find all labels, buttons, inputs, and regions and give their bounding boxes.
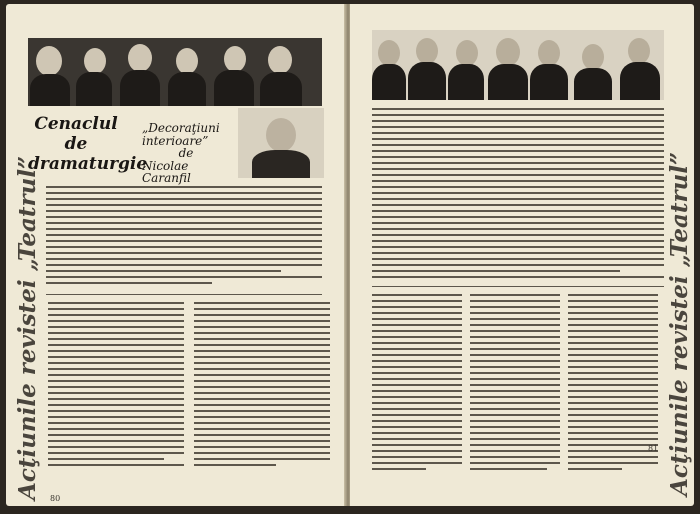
section-rule — [46, 294, 322, 295]
right-column-3 — [568, 294, 658, 474]
right-running-title: Acţiunile revistei „Teatrul” — [666, 151, 693, 496]
subtitle-line-4: Nicolae — [142, 158, 189, 173]
left-page-number: 80 — [50, 494, 61, 503]
article-title — [28, 114, 148, 174]
article-subtitle — [142, 122, 230, 185]
right-section-rule — [372, 286, 664, 287]
left-top-photo — [28, 38, 322, 106]
left-column-1 — [48, 302, 184, 470]
article-title-line-1: Cenaclul — [34, 114, 118, 134]
left-column-2 — [194, 302, 330, 470]
subtitle-line-2: interioare” — [142, 133, 209, 148]
caption-and-report — [372, 108, 664, 282]
right-page — [350, 4, 694, 506]
subtitle-line-1: „Decoraţiuni — [142, 121, 220, 135]
intro-text — [46, 186, 322, 288]
subtitle-line-3: de — [178, 146, 194, 161]
right-column-1 — [372, 294, 462, 474]
article-title-line-2: de — [64, 134, 88, 154]
right-page-number: 81 — [648, 444, 659, 453]
author-portrait — [238, 108, 324, 178]
right-top-photo — [372, 30, 664, 100]
left-running-title: Acţiunile revistei „Teatrul” — [14, 155, 41, 500]
article-title-line-3: dramaturgie — [28, 154, 148, 174]
right-column-2 — [470, 294, 560, 474]
left-page — [6, 4, 346, 506]
subtitle-line-5: Caranfil — [142, 171, 191, 186]
